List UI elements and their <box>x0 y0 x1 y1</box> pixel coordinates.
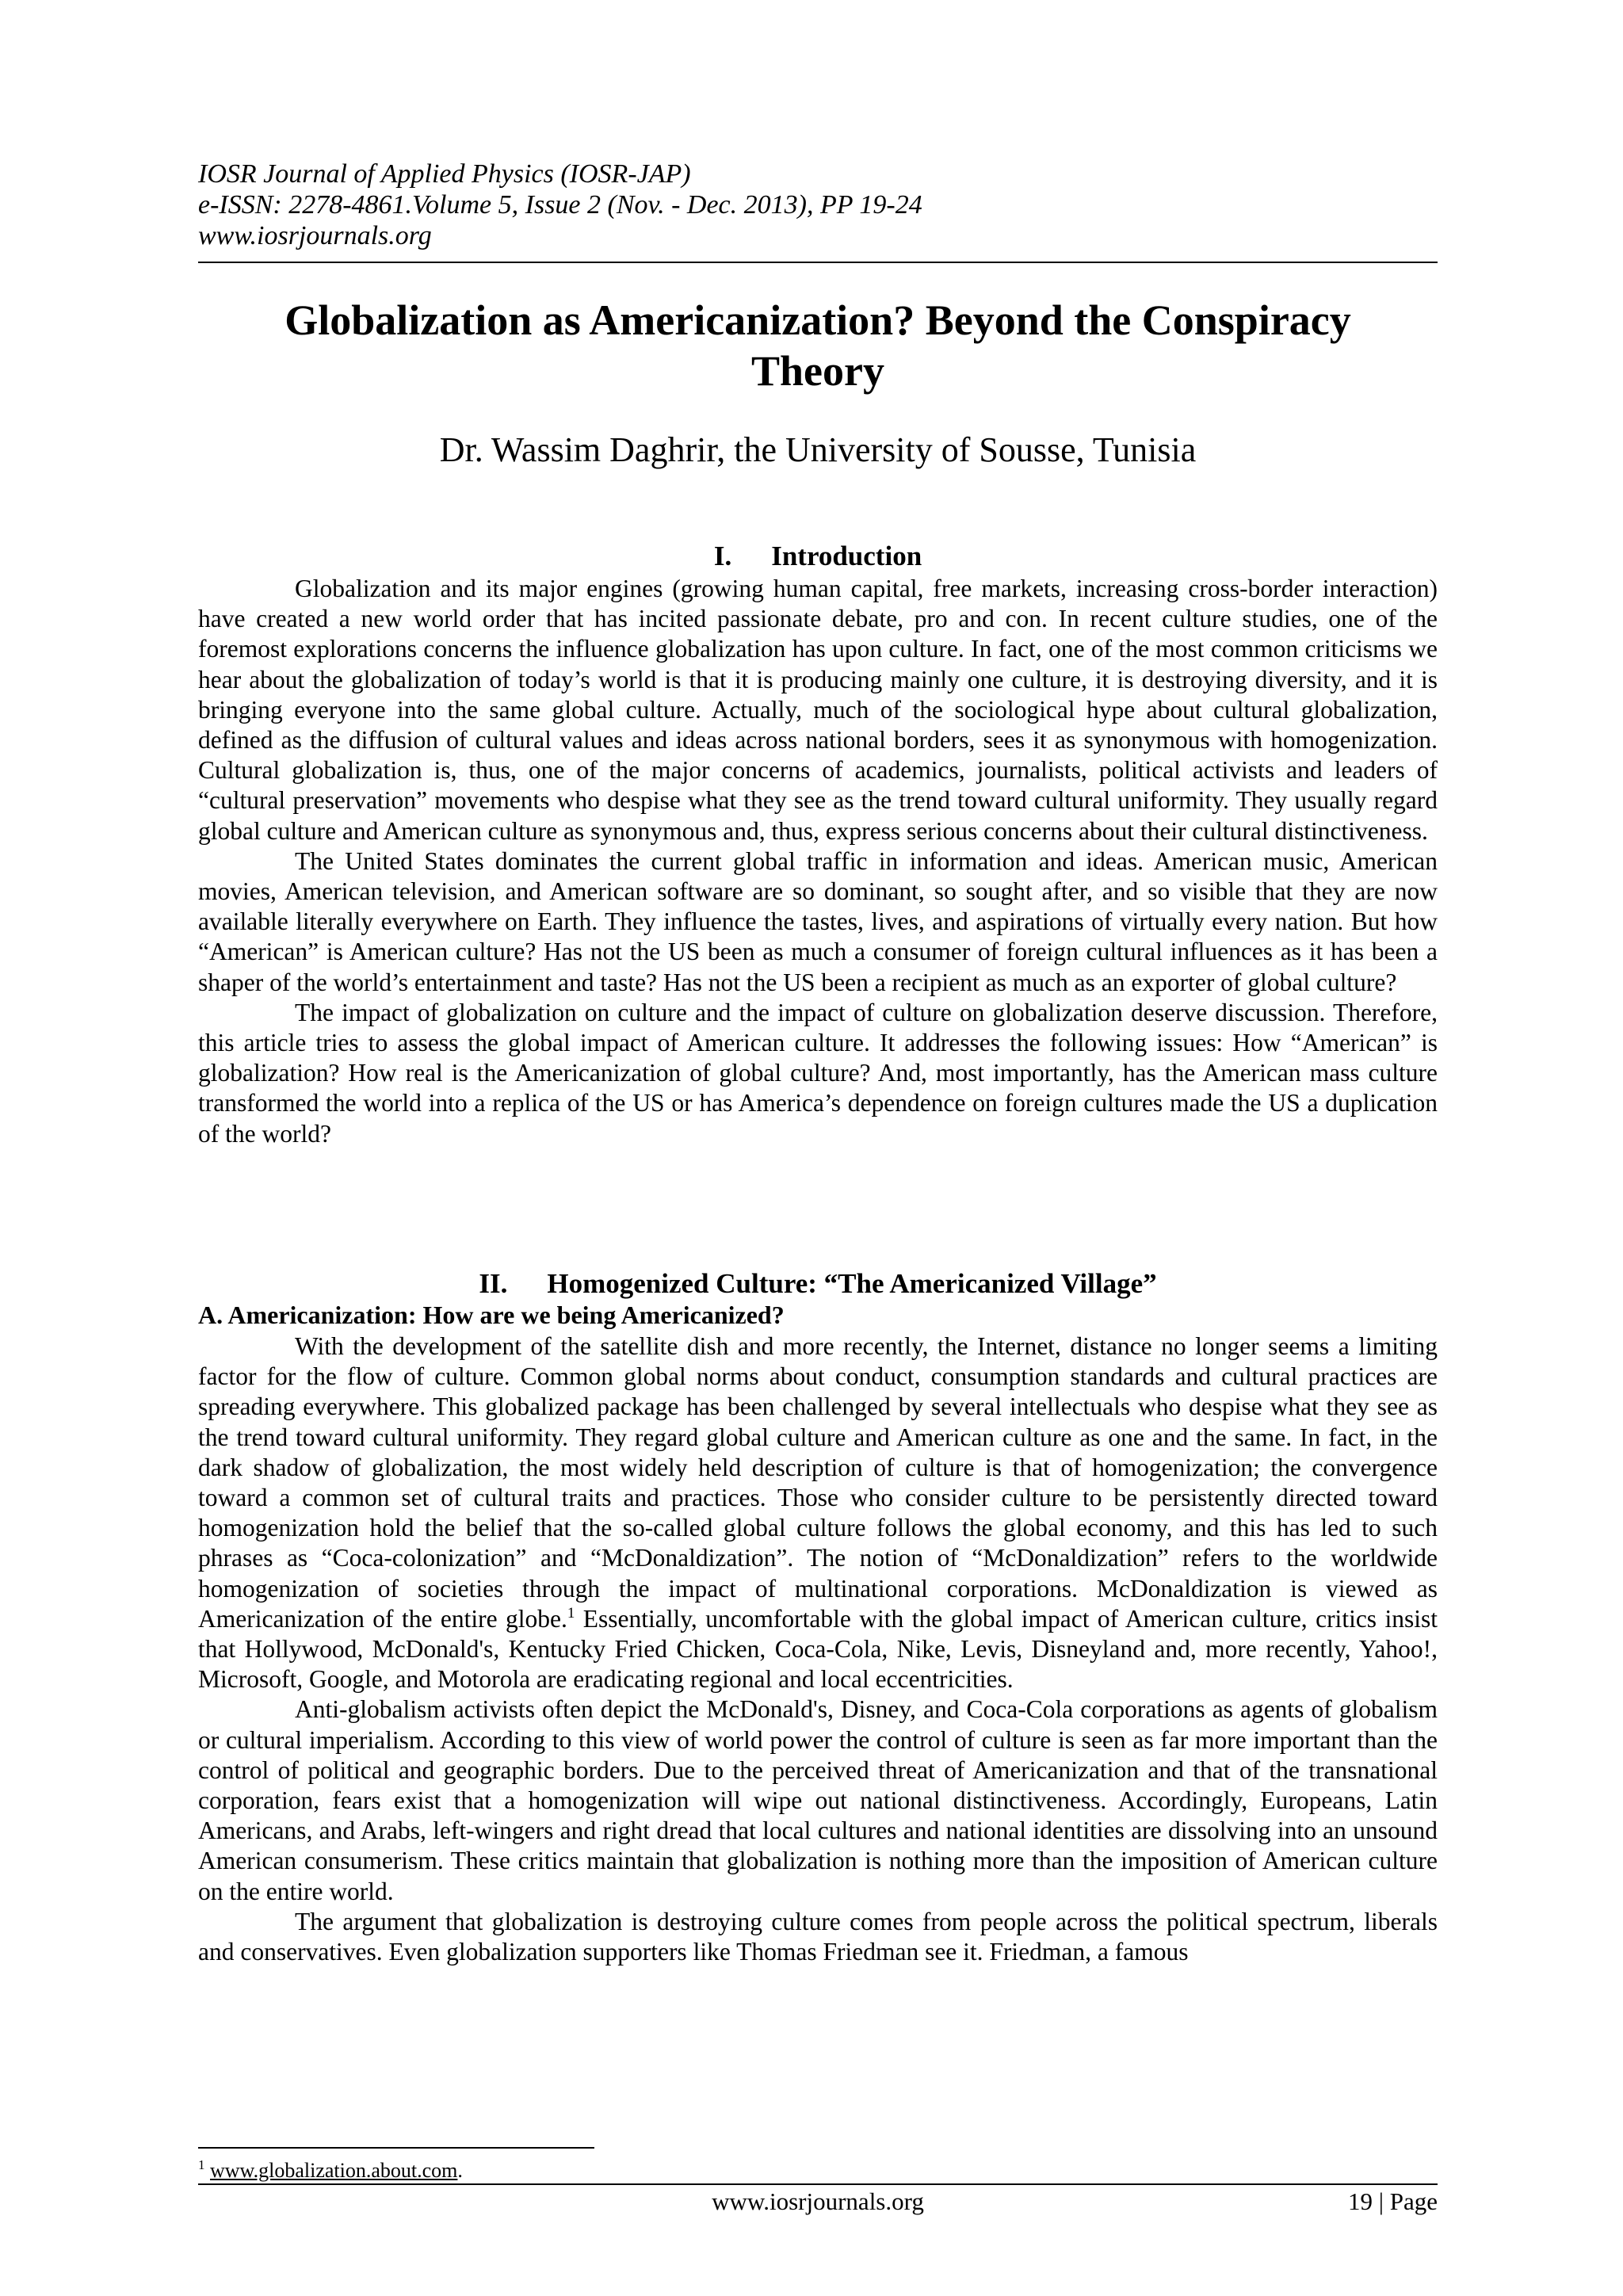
paragraph: Globalization and its major engines (growing human capital, free markets, increasing cross-border interaction) have created a new world order that has incited passionate debate, pro and con. In recent culture studies, one of the foremost explorations concerns the influence globalization has upon culture. In fact, one of the most common criticisms we hear about the globalization of today’s world is that it is producing mainly one culture, it is destroying diversity, and it is bringing everyone into the same global culture. Actually, much of the sociological hype about cultural globalization, defined as the diffusion of cultural values and ideas across national borders, sees it as synonymous with homogenization. Cultural globalization is, thus, one of the major concerns of academics, journalists, political activists and leaders of “cultural preservation” movements who despise what they see as the trend toward cultural uniformity. They usually regard global culture and American culture as synonymous and, thus, express serious concerns about their cultural distinctiveness. <box>198 575 1438 845</box>
page-number: 19 | Page <box>1348 2187 1438 2215</box>
paragraph-text: With the development of the satellite dish and more recently, the Internet, distance no longer seems a limiting factor for the flow of culture. Common global norms about conduct, consumption standards and cultural practices are spreading everywhere. This globalized package has been challenged by several intellectuals who despise what they see as the trend toward cultural uniformity. They regard global culture and American culture as one and the same. In fact, in the dark shadow of globalization, the most widely held description of culture is that of homogenization; the convergence toward a common set of cultural traits and practices. Those who consider culture to be persistently directed toward homogenization hold the belief that the so-called global culture follows the global economy, and this has led to such phrases as “Coca-colonization” and “McDonaldization”. The notion of “McDonaldization” refers to the worldwide homogenization of societies through the impact of multinational corporations. McDonaldization is viewed as Americanization of the entire globe. <box>198 1332 1438 1633</box>
footnote-link[interactable]: www.globalization.about.com <box>210 2159 458 2182</box>
section-title: Homogenized Culture: “The Americanized Village” <box>547 1268 1157 1299</box>
title-line-2: Theory <box>751 347 884 395</box>
footnote-divider <box>198 2147 594 2149</box>
paragraph: The impact of globalization on culture and the impact of culture on globalization deserve discussion. Therefore, this article tries to assess the global impact of American culture. It addresses the following issues: How “American” is globalization? How real is the Americanization of global culture? And, most importantly, has the American mass culture transformed the world into a replica of the US or has America’s dependence on foreign cultures made the US a duplication of the world? <box>198 998 1438 1148</box>
section2-body <box>198 1331 1438 1967</box>
paragraph-text: Essentially, uncomfortable with the global impact of American culture, critics insist that Hollywood, McDonald's, Kentucky Fried Chicken, Coca-Cola, Nike, Levis, Disneyland and, more recently, Yahoo!, Microsoft, Google, and Motorola are eradicating regional and local eccentricities. <box>198 1604 1438 1694</box>
journal-name: IOSR Journal of Applied Physics (IOSR-JAP) <box>198 159 691 189</box>
introduction-body <box>198 574 1438 1149</box>
footer-website[interactable]: www.iosrjournals.org <box>712 2187 924 2215</box>
issn-volume-line: e-ISSN: 2278-4861.Volume 5, Issue 2 (Nov. - Dec. 2013), PP 19-24 <box>198 190 922 220</box>
paper-title <box>198 295 1438 396</box>
footnote-reference[interactable]: 1 <box>567 1604 575 1622</box>
footnote-trailing: . <box>457 2159 463 2182</box>
journal-header <box>198 159 1438 251</box>
title-line-1: Globalization as Americanization? Beyond the Conspiracy <box>285 296 1351 344</box>
paragraph <box>198 1331 1438 1694</box>
footnote <box>198 2153 991 2183</box>
section-title: Introduction <box>771 541 922 571</box>
section-heading-homogenized-culture <box>198 1268 1438 1300</box>
section-number: II. <box>479 1268 508 1299</box>
section-heading-introduction <box>198 541 1438 572</box>
author-line: Dr. Wassim Daghrir, the University of Sousse, Tunisia <box>439 430 1197 469</box>
journal-website[interactable]: www.iosrjournals.org <box>198 221 432 250</box>
subsection-heading: A. Americanization: How are we being Americanized? <box>198 1301 785 1329</box>
paragraph: The argument that globalization is destroying culture comes from people across the political spectrum, liberals and conservatives. Even globalization supporters like Thomas Friedman see it. Friedman, a famous <box>198 1907 1438 1966</box>
footer-divider <box>198 2183 1438 2185</box>
header-divider <box>198 262 1438 263</box>
paragraph: Anti-globalism activists often depict the McDonald's, Disney, and Coca-Cola corporations as agents of globalism or cultural imperialism. According to this view of world power the control of culture is seen as far more important than the control of political and geographic borders. Due to the perceived threat of Americanization and that of the transnational corporation, fears exist that a homogenization will wipe out national distinctiveness. Accordingly, Europeans, Latin Americans, and Arabs, left-wingers and right dread that local cultures and national identities are dissolving into an unsound American consumerism. These critics maintain that globalization is nothing more than the imposition of American culture on the entire world. <box>198 1695 1438 1905</box>
footnote-marker: 1 <box>198 2157 205 2172</box>
paragraph: The United States dominates the current global traffic in information and ideas. American music, American movies, American television, and American software are so dominant, so sought after, and so visible that they are now available literally everywhere on Earth. They influence the tastes, lives, and aspirations of virtually every nation. But how “American” is American culture? Has not the US been as much a consumer of foreign cultural influences as it has been a shaper of the world’s entertainment and taste? Has not the US been a recipient as much as an exporter of global culture? <box>198 846 1438 996</box>
section-number: I. <box>713 541 732 571</box>
